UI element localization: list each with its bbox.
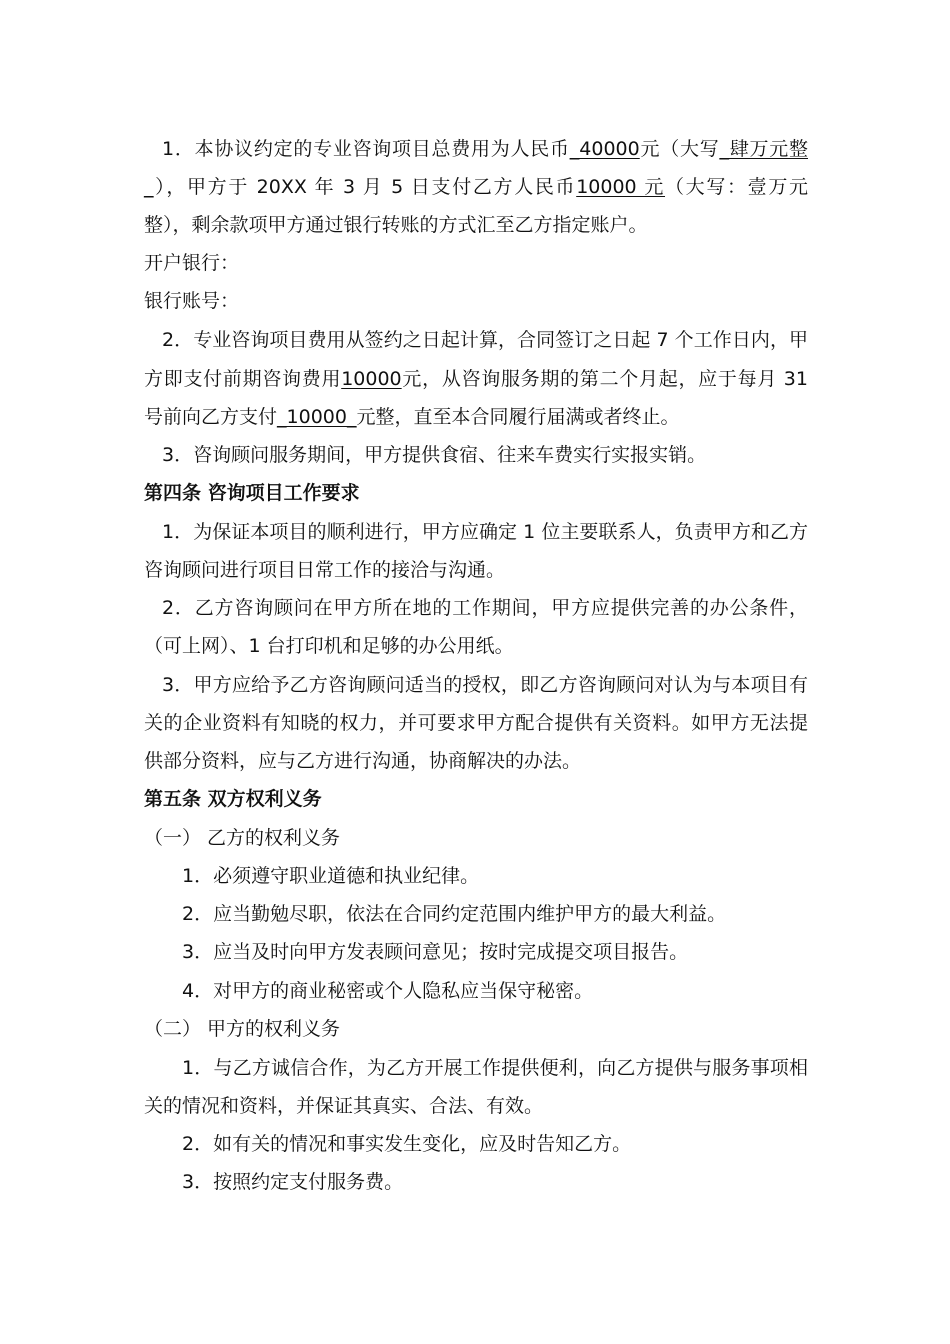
article-4-clause-3-line-1: 3．甲方应给予乙方咨询顾问适当的授权，即乙方咨询顾问对认为与本项目有: [162, 674, 808, 696]
clause-text: 元，从咨询服务期的第二个月起，应于每月 31: [401, 368, 808, 390]
section-a-item-1: 1．必须遵守职业道德和执业纪律。: [182, 865, 480, 887]
clause-text: 号前向乙方支付: [144, 406, 278, 428]
bank-account-label: 银行账号：: [144, 290, 240, 312]
article-4-clause-2-line-2: （可上网）、1 台打印机和足够的办公用纸。: [144, 635, 514, 657]
bank-name-label: 开户银行：: [144, 252, 240, 274]
fee-clause-1-line-2: [144, 175, 808, 199]
clause-text: 元整，直至本合同履行届满或者终止。: [356, 406, 680, 428]
total-fee-amount-in-words: _肆万元整: [719, 138, 808, 160]
section-b-item-1-line-2: 关的情况和资料，并保证其真实、合法、有效。: [144, 1095, 544, 1117]
section-b-heading: （二） 甲方的权利义务: [144, 1018, 341, 1040]
total-fee-amount: _40000: [569, 138, 640, 160]
article-4-clause-1-line-1: 1．为保证本项目的顺利进行，甲方应确定 1 位主要联系人，负责甲方和乙方: [162, 521, 808, 543]
section-a-item-3: 3．应当及时向甲方发表顾问意见；按时完成提交项目报告。: [182, 941, 689, 963]
article-5-heading: 第五条 双方权利义务: [144, 788, 322, 810]
section-b-item-1-line-1: 1．与乙方诚信合作，为乙方开展工作提供便利，向乙方提供与服务事项相: [182, 1057, 808, 1079]
fee-clause-2-line-3: [144, 405, 808, 429]
article-4-clause-2-line-1: 2．乙方咨询顾问在甲方所在地的工作期间，甲方应提供完善的办公条件，: [162, 597, 808, 619]
section-a-item-2: 2．应当勤勉尽职，依法在合同约定范围内维护甲方的最大利益。: [182, 903, 727, 925]
blank-underline: _: [144, 176, 154, 198]
section-a-heading: （一） 乙方的权利义务: [144, 827, 341, 849]
section-a-item-4: 4．对甲方的商业秘密或个人隐私应当保守秘密。: [182, 980, 594, 1002]
clause-text: （大写：壹万元: [665, 176, 808, 198]
clause-text: 元（大写: [639, 138, 720, 160]
fee-clause-2-line-1: 2．专业咨询项目费用从签约之日起计算，合同签订之日起 7 个工作日内，甲: [162, 329, 808, 351]
prepay-amount: 10000: [341, 368, 402, 390]
clause-text: 1．本协议约定的专业咨询项目总费用为人民币: [162, 138, 570, 160]
section-b-item-3: 3．按照约定支付服务费。: [182, 1171, 404, 1193]
article-4-clause-3-line-2: 关的企业资料有知晓的权力，并可要求甲方配合提供有关资料。如甲方无法提: [144, 712, 808, 734]
clause-text: 方即支付前期咨询费用: [144, 368, 342, 390]
section-b-item-2: 2．如有关的情况和事实发生变化，应及时告知乙方。: [182, 1133, 632, 1155]
fee-clause-3: 3．咨询顾问服务期间，甲方提供食宿、往来车费实行实报实销。: [162, 444, 707, 466]
article-4-clause-1-line-2: 咨询顾问进行项目日常工作的接洽与沟通。: [144, 559, 506, 581]
fee-clause-1-line-3: 整），剩余款项甲方通过银行转账的方式汇至乙方指定账户。: [144, 214, 648, 236]
fee-clause-1-line-1: [162, 137, 808, 161]
article-4-clause-3-line-3: 供部分资料，应与乙方进行沟通，协商解决的办法。: [144, 750, 582, 772]
article-4-heading: 第四条 咨询项目工作要求: [144, 482, 360, 504]
monthly-amount: _10000_: [277, 406, 357, 428]
fee-clause-2-line-2: [144, 367, 808, 391]
clause-text: ），甲方于 20XX 年 3 月 5 日支付乙方人民币: [153, 176, 577, 198]
first-payment-amount: 10000 元: [576, 176, 666, 198]
